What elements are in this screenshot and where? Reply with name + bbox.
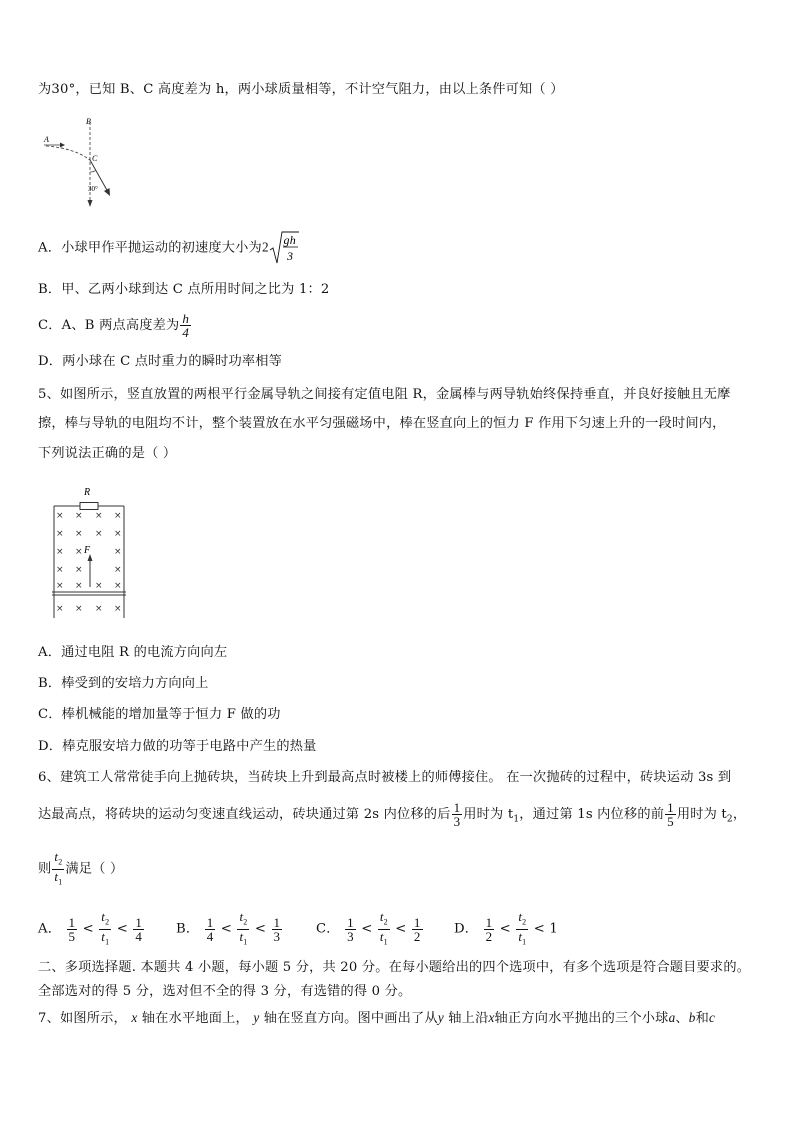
q5-option-c: C．棒机械能的增加量等于恒力 F 做的功 (38, 707, 281, 722)
field-mark: × (56, 565, 64, 575)
field-mark: × (75, 547, 83, 557)
q6-stem-line-3: 则 $\frac{t_2}{t_1}$ 满足（ ） (38, 849, 124, 887)
q4-projectile-figure (38, 112, 128, 212)
field-mark: × (114, 529, 122, 539)
q7-stem: 7、如图所示， x 轴在水平地面上， y 轴在竖直方向。图中画出了从y 轴上沿x轴正方向水平抛出的三个小球a、b和c (38, 1010, 716, 1026)
field-mark: × (56, 529, 64, 539)
ratio-fraction: $\frac{t_2}{t_1}$ (54, 849, 63, 887)
fraction: $\frac{1}{3}$ (273, 914, 281, 944)
field-mark: × (95, 529, 103, 539)
fraction: $\frac{1}{5}$ (68, 914, 76, 944)
fraction: $\frac{1}{4}$ (135, 914, 143, 944)
field-mark: × (56, 511, 64, 521)
q5-option-b: B．棒受到的安培力方向向上 (38, 676, 209, 691)
q6-stem-line-2: 达最高点，将砖块的运动匀变速直线运动，砖块通过第 2s 内位移的后 $\frac{1}{3}$ 用时为 $t_1$，通过第 1s 内位移的前 $\frac{1}{5}$ 用时为 $t_2$， (38, 800, 747, 829)
fraction: $\frac{h}{4}$ (182, 311, 190, 340)
q5-stem-line-1: 5、如图所示，竖直放置的两根平行金属导轨之间接有定值电阻 R，金属棒与两导轨始终保持垂直，并良好接触且无摩 (38, 387, 731, 402)
fraction: $\frac{1}{4}$ (206, 914, 214, 944)
fraction: $\frac{1}{2}$ (485, 914, 493, 944)
q6-option-d: D． $\frac{1}{2}$ < $\frac{t_2}{t_1}$ < 1 (454, 909, 558, 947)
sqrt-expression (269, 230, 299, 266)
q6-option-c: C． $\frac{1}{3}$ < $\frac{t_2}{t_1}$ < $\frac{1}{2}$ (316, 909, 421, 947)
field-mark: × (114, 581, 122, 591)
fraction: $\frac{1}{2}$ (413, 914, 421, 944)
q4-option-a-coef: 2 (261, 239, 269, 255)
q4-option-b: B．甲、乙两小球到达 C 点所用时间之比为 1：2 (38, 282, 330, 297)
q5-label-r: R (84, 487, 91, 498)
field-mark: × (95, 604, 103, 614)
q4-label-b: B (86, 117, 91, 126)
q5-stem-line-2: 擦，棒与导轨的电阻均不计，整个装置放在水平匀强磁场中，棒在竖直向上的恒力 F 作用下匀速上升的一段时间内， (38, 416, 726, 431)
q4-option-a-den: 3 (286, 249, 293, 263)
field-mark: × (75, 604, 83, 614)
ratio-fraction: $\frac{t_2}{t_1}$ (239, 909, 248, 947)
field-mark: × (114, 565, 122, 575)
q5-label-f: F (84, 545, 91, 556)
q4-label-a: A (44, 135, 49, 144)
section2-line-2: 全部选对的得 5 分，选对但不全的得 3 分，有选错的得 0 分。 (38, 984, 412, 999)
q4-option-c-text: C．A、B 两点高度差为 (38, 318, 180, 333)
field-mark: × (75, 565, 83, 575)
fraction: $\frac{1}{3}$ (453, 800, 461, 829)
q4-option-a-text: A．小球甲作平抛运动的初速度大小为 (38, 240, 262, 256)
q4-label-c: C (92, 154, 98, 163)
q5-option-a: A．通过电阻 R 的电流方向向左 (38, 645, 228, 660)
q5-circuit-figure (50, 482, 130, 618)
q6-stem-line-1: 6、建筑工人常常徒手向上抛砖块，当砖块上升到最高点时被楼上的师傅接住。 在一次抛砖的过程中，砖块运动 3s 到 (38, 770, 732, 785)
magnetic-field-marks (56, 511, 122, 614)
field-mark: × (75, 581, 83, 591)
fraction: $\frac{1}{3}$ (347, 914, 354, 944)
q4-option-d: D．两小球在 C 点时重力的瞬时功率相等 (38, 354, 283, 369)
ratio-fraction: $\frac{t_2}{t_1}$ (379, 909, 388, 947)
ratio-fraction: $\frac{t_2}{t_1}$ (518, 909, 527, 947)
field-mark: × (114, 511, 122, 521)
field-mark: × (75, 529, 83, 539)
fraction: $\frac{1}{5}$ (667, 800, 674, 829)
q4-option-c (38, 312, 192, 340)
field-mark: × (56, 604, 64, 614)
ratio-fraction: $\frac{t_2}{t_1}$ (101, 909, 110, 947)
q4-stem: 为30°，已知 B、C 高度差为 h，两小球质量相等，不计空气阻力，由以上条件可知（ ） (38, 82, 564, 97)
q5-option-d: D．棒克服安培力做的功等于电路中产生的热量 (38, 739, 317, 754)
q4-option-a-num: gh (283, 233, 296, 247)
field-mark: × (75, 511, 83, 521)
field-mark: × (56, 581, 64, 591)
q4-option-a (38, 230, 299, 266)
field-mark: × (114, 547, 122, 557)
field-mark: × (56, 547, 64, 557)
section2-line-1: 二、多项选择题. 本题共 4 小题，每小题 5 分，共 20 分。在每小题给出的四个选项中，有多个选项是符合题目要求的。 (38, 960, 751, 975)
field-mark: × (114, 604, 122, 614)
q6-option-a: A． $\frac{1}{5}$ < $\frac{t_2}{t_1}$ < $\frac{1}{4}$ (38, 909, 143, 947)
q5-stem-line-3: 下列说法正确的是（ ） (38, 446, 177, 461)
field-mark: × (95, 511, 103, 521)
q4-angle-label: 30° (88, 185, 98, 193)
q6-option-b: B． $\frac{1}{4}$ < $\frac{t_2}{t_1}$ < $\frac{1}{3}$ (176, 909, 281, 947)
field-mark: × (95, 581, 103, 591)
